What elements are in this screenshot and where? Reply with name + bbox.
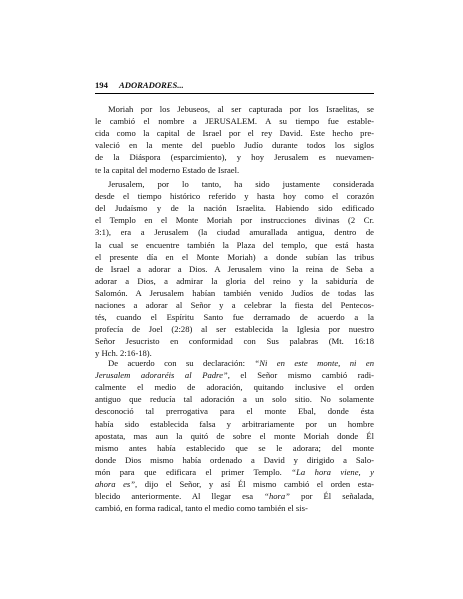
text-line xyxy=(95,299,374,311)
text-run: naciones a adorar al Señor y a celebrar la fiesta del Pentecos- xyxy=(95,300,374,310)
text-run: el Templo en el Monte Moriah por instrucciones divinas (2 Cr. xyxy=(95,215,374,226)
text-run: blecido anteriormente. Al llegar esa xyxy=(95,491,265,502)
running-title: ADORADORES... xyxy=(119,80,184,90)
text-line xyxy=(95,127,374,139)
italic-quote: “Ni en este monte, ni en xyxy=(254,358,374,368)
text-run: De acuerdo con su declaración: xyxy=(108,358,255,368)
text-run: había sido establecida falsa y arbitrariamente por un hombre xyxy=(95,418,374,429)
text-line xyxy=(95,442,374,454)
text-run: la cual se encuentre también la Plaza del templo, que está hasta xyxy=(95,239,374,250)
text-line xyxy=(95,381,374,393)
text-run: de Israel a adorar a Dios. A Jerusalem vino la reina de Seba a xyxy=(95,263,374,274)
text-line xyxy=(95,214,374,226)
text-run: cida como la capital de Israel por el rey David. Este hecho pre- xyxy=(95,128,374,139)
text-run: Jerusalem, por lo tanto, ha sido justamente considerada xyxy=(108,179,374,189)
text-run: antiguo que reducía tal adoración a un solo sitio. No solamente xyxy=(95,394,374,405)
text-line xyxy=(95,454,374,466)
text-line xyxy=(95,335,374,347)
text-run: de la Diáspora (esparcimiento), y hoy Jerusalem es nuevamen- xyxy=(95,152,374,163)
italic-quote: ahora es” xyxy=(95,479,136,489)
text-run: tés, cuando el Espíritu Santo fue derramado de acuerdo a la xyxy=(95,312,374,323)
text-run: donde Dios mismo había ordenado a David y dirigido a Salo- xyxy=(95,454,374,465)
text-line xyxy=(95,502,374,514)
text-line xyxy=(95,164,374,176)
text-line xyxy=(95,251,374,263)
page-number: 194 xyxy=(95,80,108,90)
text-line xyxy=(95,139,374,151)
text-run: , dijo el Señor, y así Él mismo cambió el orden esta- xyxy=(135,479,374,489)
text-line xyxy=(95,369,374,381)
text-line xyxy=(95,418,374,430)
text-run: le cambió el nombre a JERUSALEM. A su tiempo fue estable- xyxy=(95,116,374,127)
text-run: el presente día en el Monte Moriah) a donde subían las tribus xyxy=(95,251,374,262)
text-line xyxy=(95,190,374,202)
text-run: món para que edificara el primer Templo. xyxy=(95,466,292,477)
text-line xyxy=(95,115,374,127)
text-line xyxy=(108,357,374,369)
text-run: mismo antes había establecido que se le adorara; del monte xyxy=(95,442,374,453)
text-run: del Judaísmo y de la nación Israelita. Habiendo sido edificado xyxy=(95,203,374,214)
text-line xyxy=(95,490,374,502)
text-run: apostata, mas aun la quitó de sobre el monte Moriah donde Él xyxy=(95,430,374,441)
running-header xyxy=(95,80,374,94)
text-line xyxy=(95,202,374,214)
text-run: profecía de Joel (2:28) al ser establecida la Iglesia por nuestro xyxy=(95,324,374,335)
text-line xyxy=(95,430,374,442)
italic-quote: Jerusalem adoraréis al Padre” xyxy=(95,370,228,381)
text-run: adorar a Dios, a admirar la gloria del reino y la sabiduría de xyxy=(95,275,374,286)
text-run: , el Señor mismo cambió radi- xyxy=(227,370,374,381)
text-line xyxy=(95,263,374,275)
text-line xyxy=(108,178,374,190)
text-run: por Él señalada, xyxy=(289,491,374,502)
text-line xyxy=(95,478,374,490)
text-line xyxy=(95,239,374,251)
italic-quote: “La hora viene, y xyxy=(291,466,374,477)
text-run: cambió, en forma radical, tanto el medio como también el sis- xyxy=(95,503,308,514)
text-run: Salomón. A Jerusalem habían también venido Judíos de todas las xyxy=(95,287,374,298)
text-line xyxy=(95,393,374,405)
text-run: y Hch. 2:16-18). xyxy=(95,348,152,359)
text-run: te la capital del moderno Estado de Israel. xyxy=(95,164,240,175)
italic-quote: “hora” xyxy=(264,491,290,502)
text-line xyxy=(108,103,374,115)
text-line xyxy=(95,151,374,163)
text-run: 3:1), era a Jerusalem (la ciudad amurallada antigua, dentro de xyxy=(95,227,374,238)
text-run: Señor Jesucristo en conformidad con Sus palabras (Mt. 16:18 xyxy=(95,336,374,347)
text-line xyxy=(95,311,374,323)
text-line xyxy=(95,323,374,335)
text-run: calmente el medio de adoración, quitando inclusive el orden xyxy=(95,382,374,393)
text-run: valeció en la mente del pueblo Judío durante todos los siglos xyxy=(95,140,374,151)
text-line xyxy=(95,405,374,417)
text-run: Moriah por los Jebuseos, al ser capturada por los Israelitas, se xyxy=(108,104,374,114)
text-line xyxy=(95,275,374,287)
text-run: desconoció tal prerrogativa para el monte Ebal, donde ésta xyxy=(95,406,374,417)
text-run: desde el tiempo histórico referido y hasta hoy como el corazón xyxy=(95,191,374,202)
text-line xyxy=(95,226,374,238)
header-rule xyxy=(95,93,374,94)
text-line xyxy=(95,287,374,299)
text-line xyxy=(95,466,374,478)
